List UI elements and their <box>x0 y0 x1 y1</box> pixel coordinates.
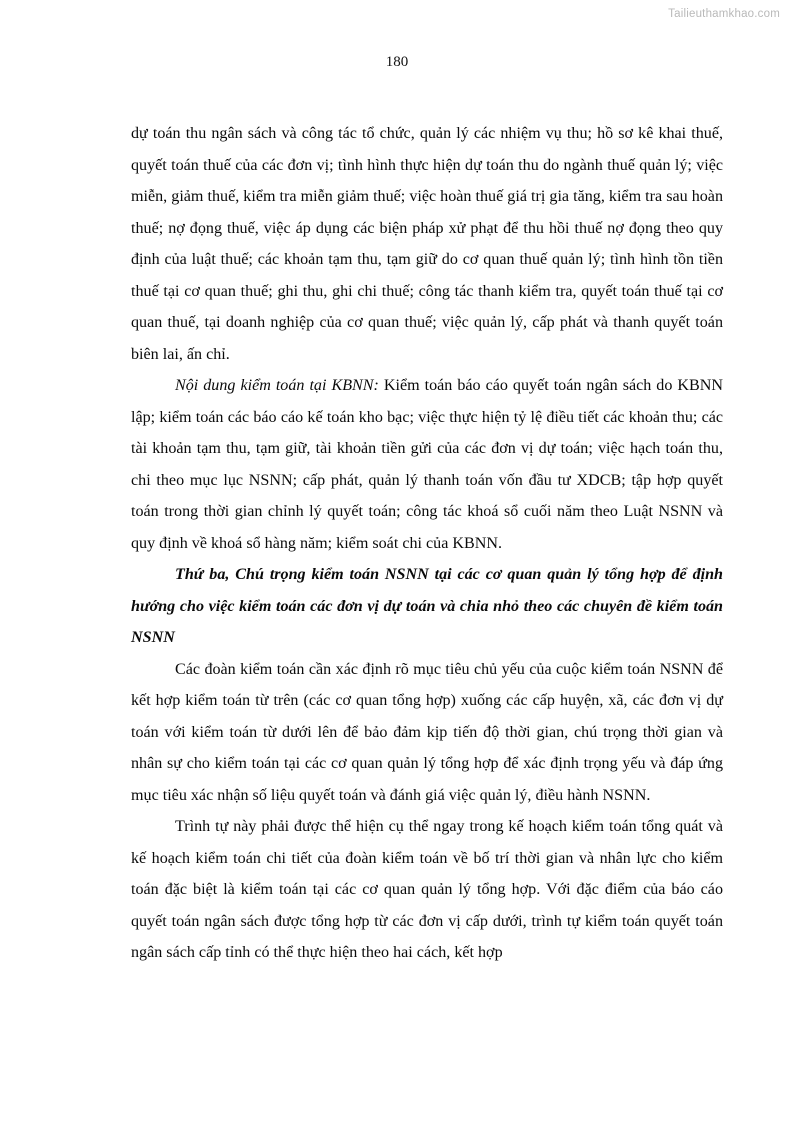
document-body <box>131 118 723 969</box>
page-number: 180 <box>385 54 409 70</box>
section-heading-thu-ba: Thứ ba, Chú trọng kiểm toán NSNN tại các cơ quan quản lý tổng hợp để định hướng cho việc kiểm toán các đơn vị dự toán và chia nhỏ theo các chuyên đề kiểm toán NSNN <box>131 566 723 646</box>
watermark-text: Tailieuthamkhao.com <box>668 8 780 20</box>
paragraph-1: dự toán thu ngân sách và công tác tổ chức, quản lý các nhiệm vụ thu; hồ sơ kê khai thuế, quyết toán thuế của các đơn vị; tình hình thực hiện dự toán thu do ngành thuế quản lý; việc miễn, giảm thuế, kiểm tra miễn giảm thuế; việc hoàn thuế giá trị gia tăng, kiểm tra sau hoàn thuế; nợ đọng thuế, việc áp dụng các biện pháp xử phạt để thu hồi thuế nợ đọng theo quy định của luật thuế; các khoản tạm thu, tạm giữ do cơ quan thuế quản lý; tình hình tồn tiền thuế tại cơ quan thuế; ghi thu, ghi chi thuế; công tác thanh kiểm tra, quyết toán thuế tại cơ quan thuế, tại doanh nghiệp của cơ quan thuế; việc quản lý, cấp phát và thanh quyết toán biên lai, ấn chỉ. <box>131 125 723 363</box>
paragraph-2-lead-italic: Nội dung kiểm toán tại KBNN: <box>175 377 379 394</box>
paragraph-2 <box>131 370 723 559</box>
paragraph-2-text: Kiểm toán báo cáo quyết toán ngân sách do KBNN lập; kiểm toán các báo cáo kế toán kho bạc; việc thực hiện tỷ lệ điều tiết các khoản thu; các tài khoản tạm thu, tạm giữ, tài khoản tiền gửi của các đơn vị dự toán; việc hạch toán thu, chi theo mục lục NSNN; cấp phát, quản lý thanh toán vốn đầu tư XDCB; tập hợp quyết toán trong thời gian chỉnh lý quyết toán; công tác khoá sổ cuối năm theo Luật NSNN và quy định về khoá sổ hàng năm; kiểm soát chi của KBNN. <box>131 377 723 552</box>
paragraph-5: Trình tự này phải được thể hiện cụ thể ngay trong kế hoạch kiểm toán tổng quát và kế hoạch kiểm toán chi tiết của đoàn kiểm toán về bố trí thời gian và nhân lực cho kiểm toán đặc biệt là kiểm toán tại các cơ quan quản lý tổng hợp. Với đặc điểm của báo cáo quyết toán ngân sách được tổng hợp từ các đơn vị cấp dưới, trình tự kiểm toán quyết toán ngân sách cấp tỉnh có thể thực hiện theo hai cách, kết hợp <box>131 818 723 961</box>
paragraph-4: Các đoàn kiểm toán cần xác định rõ mục tiêu chủ yếu của cuộc kiểm toán NSNN để kết hợp kiểm toán từ trên (các cơ quan tổng hợp) xuống các cấp huyện, xã, các đơn vị dự toán với kiểm toán từ dưới lên để bảo đảm kịp tiến độ thời gian, chú trọng thời gian và nhân sự cho kiểm toán tại các cơ quan quản lý tổng hợp để xác định trọng yếu và đáp ứng mục tiêu xác nhận số liệu quyết toán và đánh giá việc quản lý, điều hành NSNN. <box>131 660 723 804</box>
